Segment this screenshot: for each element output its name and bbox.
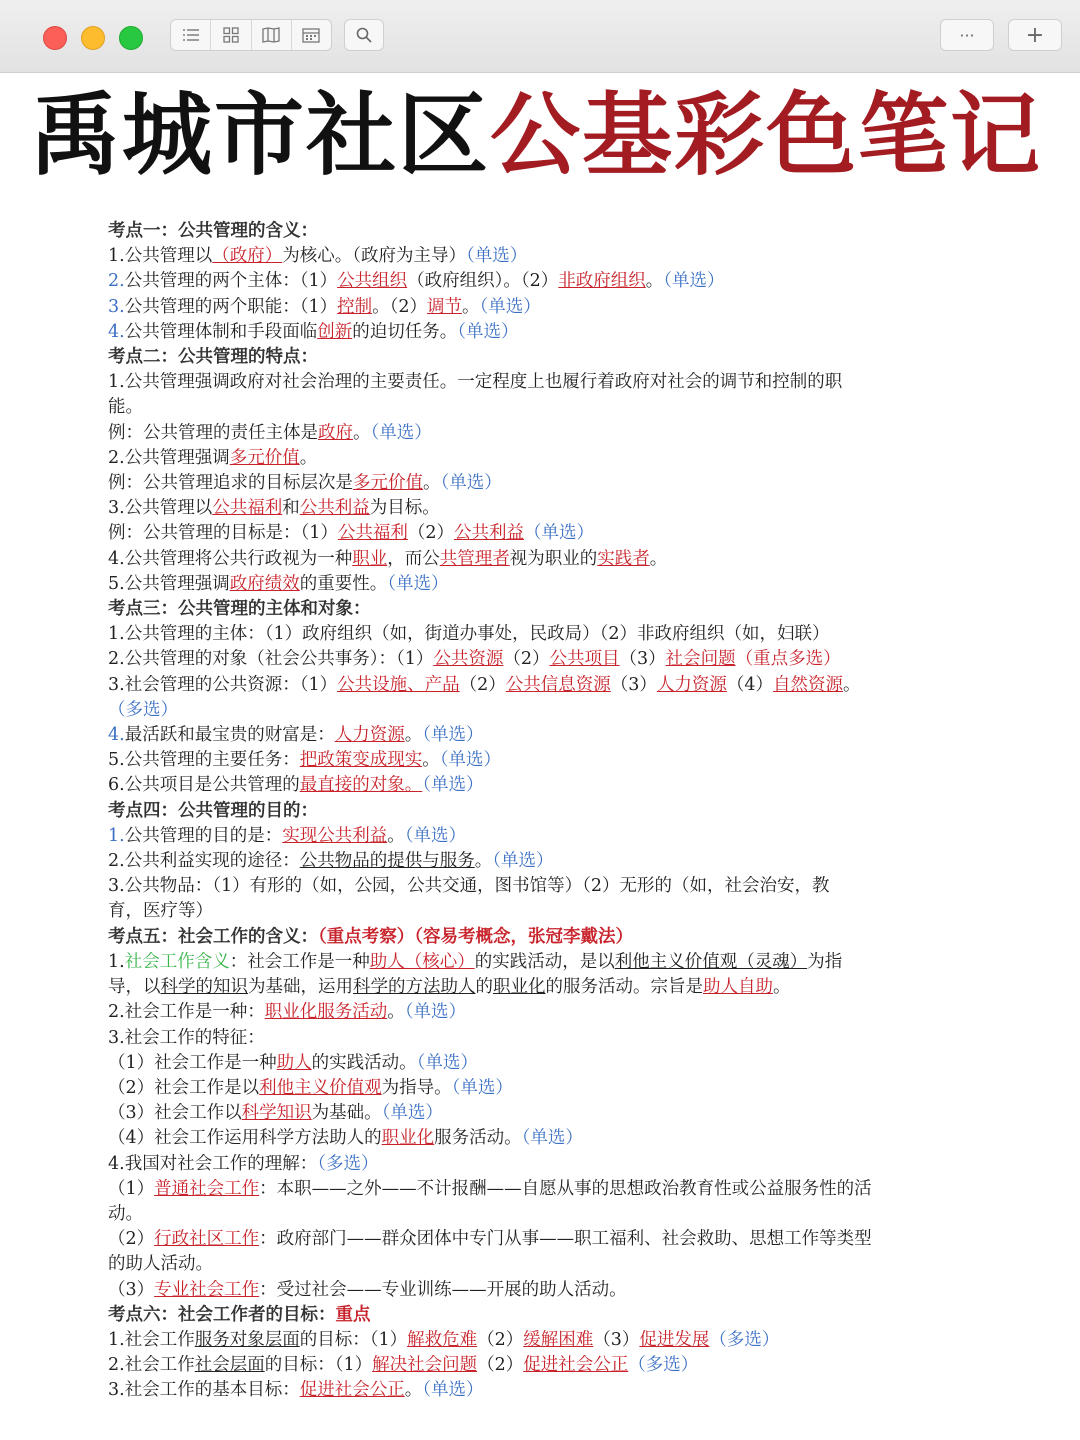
note-line: 6.公共项目是公共管理的最直接的对象。（单选） [108,775,484,796]
note-line: 例：公共管理追求的目标层次是多元价值。（单选） [108,473,502,494]
section-heading: 考点二：公共管理的特点： [108,347,318,368]
page-title [30,84,1042,188]
search-button[interactable] [344,19,384,51]
section-heading: 考点五：社会工作的含义：（重点考察）（容易考概念，张冠李戴法） [108,926,633,947]
more-icon: ··· [959,25,975,45]
note-line: 2.社会工作社会层面的目标：（1）解决社会问题（2）促进社会公正（多选） [108,1355,699,1376]
section-heading: 考点一：公共管理的含义： [108,221,318,241]
note-line: （多选） [108,699,178,720]
notes-document [108,219,956,1404]
calendar-view-icon[interactable] [292,20,331,50]
note-line: 4.公共管理将公共行政视为一种职业，而公共管理者视为职业的实践者。 [108,548,668,569]
note-line: 1.公共管理的主体：（1）政府组织（如，街道办事处，民政局）（2）非政府组织（如，妇联） [108,624,830,645]
note-line: 3.公共管理的两个职能：（1）控制。（2）调节。（单选） [108,296,541,317]
note-line: 2.公共管理强调多元价值。 [108,447,318,468]
note-line: 例：公共管理的责任主体是政府。（单选） [108,422,432,443]
grid-view-icon[interactable] [211,20,251,50]
note-line: 5.公共管理强调政府绩效的重要性。（单选） [108,573,449,594]
note-line: 3.社会工作的特征： [108,1027,265,1048]
note-line: 3.公共物品：（1）有形的（如，公园，公共交通，图书馆等）（2）无形的（如，社会治安，教 [108,876,830,897]
note-line: 1.公共管理以（政府）为核心。（政府为主导）（单选） [108,246,528,267]
view-mode-switcher [170,19,332,51]
note-line: 能。 [108,397,143,418]
more-button[interactable] [940,19,994,51]
note-line: 4.最活跃和最宝贵的财富是：人力资源。（单选） [108,725,484,746]
section-heading: 考点六：社会工作者的目标：重点 [108,1304,371,1325]
note-line: 导，以科学的知识为基础，运用科学的方法助人的职业化的服务活动。宗旨是助人自助。 [108,977,791,998]
note-line: （3）专业社会工作：受过社会——专业训练——开展的助人活动。 [108,1279,627,1300]
window-toolbar [0,0,1080,73]
book-view-icon[interactable] [252,20,292,50]
note-line: 4.我国对社会工作的理解：（多选） [108,1153,379,1174]
note-line: （2）社会工作是以利他主义价值观为指导。（单选） [108,1077,513,1098]
note-line: 例：公共管理的目标是：（1）公共福利（2）公共利益（单选） [108,523,595,544]
note-line: （3）社会工作以科学知识为基础。（单选） [108,1103,443,1124]
note-line: 4.公共管理体制和手段面临创新的迫切任务。（单选） [108,321,519,342]
note-line: 2.公共管理的两个主体：（1）公共组织（政府组织）。（2）非政府组织。（单选） [108,271,725,292]
minimize-window-button[interactable] [81,26,105,50]
note-line: 2.公共管理的对象（社会公共事务）：（1）公共资源（2）公共项目（3）社会问题（重点多选） [108,649,841,670]
note-line: 1.社会工作服务对象层面的目标：（1）解救危难（2）缓解困难（3）促进发展（多选） [108,1329,780,1350]
note-line: （4）社会工作运用科学方法助人的职业化服务活动。（单选） [108,1128,583,1149]
add-icon: + [1025,22,1045,48]
note-line: 3.公共管理以公共福利和公共利益为目标。 [108,498,440,519]
note-line: （1）社会工作是一种助人的实践活动。（单选） [108,1052,478,1073]
add-button[interactable] [1008,19,1062,51]
note-line: 1.社会工作含义：社会工作是一种助人（核心）的实践活动，是以利他主义价值观（灵魂）为指 [108,951,843,972]
note-line: （2）行政社区工作：政府部门——群众团体中专门从事——职工福利、社会救助、思想工作等类型 [108,1229,872,1250]
note-line: 2.社会工作是一种：职业化服务活动。（单选） [108,1002,466,1023]
note-line: 育，医疗等） [108,901,213,922]
zoom-window-button[interactable] [119,26,143,50]
note-line: 3.社会工作的基本目标：促进社会公正。（单选） [108,1380,484,1401]
section-heading: 考点三：公共管理的主体和对象： [108,599,371,620]
search-icon [356,27,372,43]
list-view-icon[interactable] [171,20,211,50]
title-red-part: 公基彩色笔记 [490,83,1042,188]
note-line: 动。 [108,1203,143,1224]
note-line: 2.公共利益实现的途径：公共物品的提供与服务。（单选） [108,851,554,872]
note-line: （1）普通社会工作：本职——之外——不计报酬——自愿从事的思想政治教育性或公益服务性的活 [108,1178,872,1199]
note-line: 1.公共管理的目的是：实现公共利益。（单选） [108,825,466,846]
title-black-part: 禹城市社区 [30,83,490,188]
close-window-button[interactable] [43,26,67,50]
note-line: 的助人活动。 [108,1254,213,1275]
note-line: 1.公共管理强调政府对社会治理的主要责任。一定程度上也履行着政府对社会的调节和控制的职 [108,372,843,393]
section-heading: 考点四：公共管理的目的： [108,800,318,821]
note-line: 3.社会管理的公共资源：（1）公共设施、产品（2）公共信息资源（3）人力资源（4）自然资源。 [108,674,861,695]
note-line: 5.公共管理的主要任务：把政策变成现实。（单选） [108,750,501,771]
